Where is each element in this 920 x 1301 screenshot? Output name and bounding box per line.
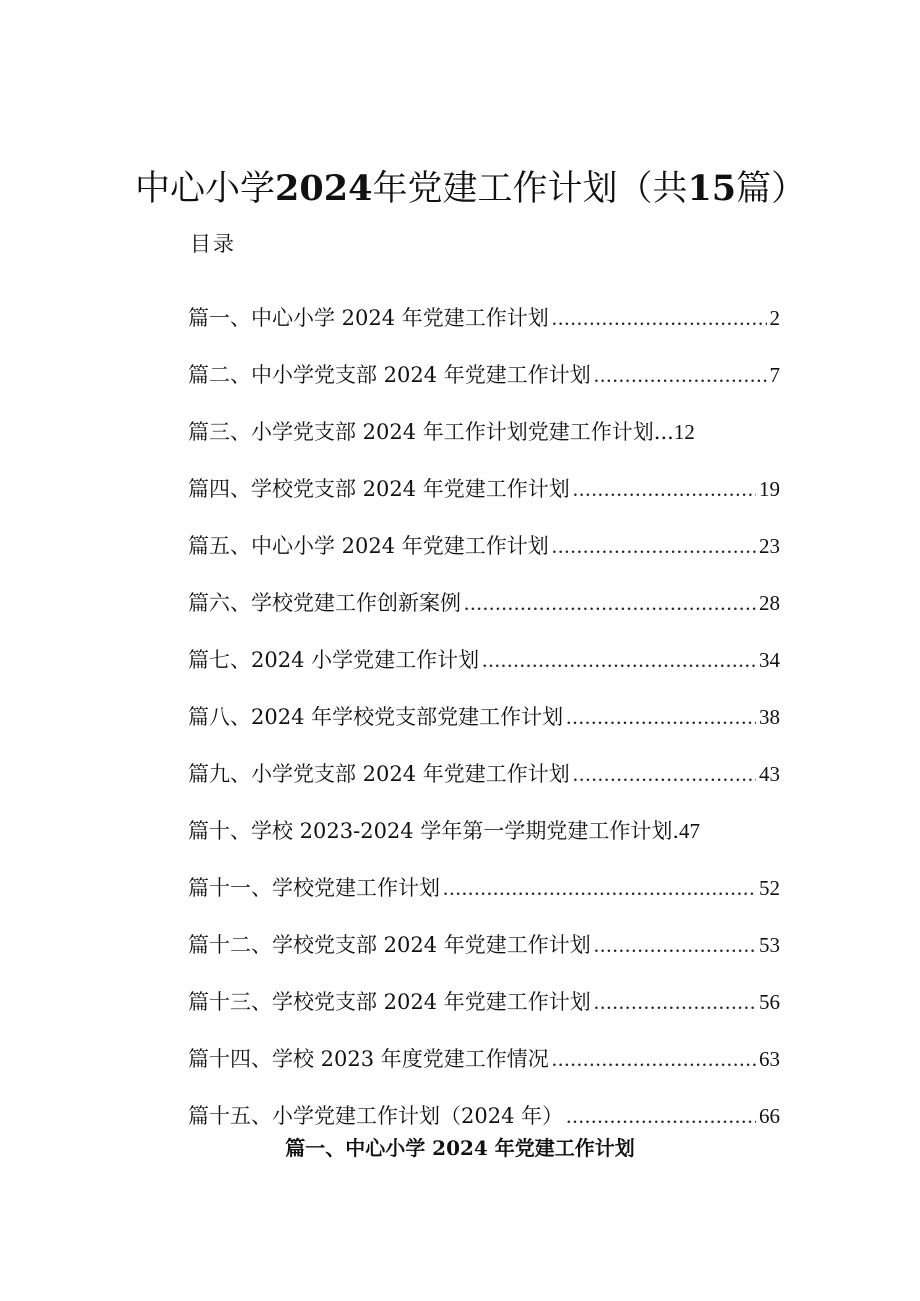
toc-leader-dots bbox=[594, 356, 767, 394]
document-title bbox=[135, 163, 835, 215]
toc-entry-12[interactable] bbox=[188, 907, 780, 964]
toc-entry-label: 篇十五、小学党建工作计划（2024 年） bbox=[188, 1104, 564, 1128]
toc-entry-2[interactable] bbox=[188, 337, 780, 394]
toc-entry-page: 12 bbox=[673, 420, 695, 444]
title-part-3: 篇） bbox=[736, 169, 807, 210]
toc-entry-page: 53 bbox=[759, 933, 780, 957]
toc-entry-label: 篇十三、学校党支部 2024 年党建工作计划 bbox=[188, 990, 591, 1014]
toc-entry-label: 篇十、学校 2023-2024 学年第一学期党建工作计划. bbox=[188, 819, 680, 843]
toc-entry-label: 篇三、小学党支部 2024 年工作计划党建工作计划... bbox=[188, 420, 674, 444]
toc-entry-label: 篇七、2024 小学党建工作计划 bbox=[188, 648, 480, 672]
toc-entry-page: 34 bbox=[759, 648, 780, 672]
toc-entry-1[interactable] bbox=[188, 280, 780, 337]
toc-leader-dots bbox=[552, 299, 767, 337]
toc-leader-dots bbox=[566, 698, 756, 736]
toc-entry-page: 52 bbox=[759, 876, 780, 900]
toc-entry-label: 篇十一、学校党建工作计划 bbox=[188, 876, 440, 900]
toc-leader-dots bbox=[573, 470, 756, 508]
toc-entry-label: 篇九、小学党支部 2024 年党建工作计划 bbox=[188, 762, 570, 786]
toc-entry-page: 47 bbox=[679, 819, 701, 843]
toc-entry-label: 篇十四、学校 2023 年度党建工作情况 bbox=[188, 1047, 549, 1071]
toc-leader-dots bbox=[464, 584, 756, 622]
toc-entry-page: 23 bbox=[759, 534, 780, 558]
toc-entry-label: 篇十二、学校党支部 2024 年党建工作计划 bbox=[188, 933, 591, 957]
toc-entry-page: 19 bbox=[759, 477, 780, 501]
toc-leader-dots bbox=[566, 1097, 756, 1135]
toc-entry-13[interactable] bbox=[188, 964, 780, 1021]
toc-entry-label: 篇四、学校党支部 2024 年党建工作计划 bbox=[188, 477, 570, 501]
toc-leader-dots bbox=[482, 641, 756, 679]
toc-entry-page: 43 bbox=[759, 762, 780, 786]
toc-leader-dots bbox=[573, 755, 756, 793]
toc-entry-10[interactable] bbox=[188, 793, 780, 850]
toc-entry-3[interactable] bbox=[188, 394, 780, 451]
toc-entry-6[interactable] bbox=[188, 565, 780, 622]
title-count: 15 bbox=[687, 168, 737, 210]
toc-entry-14[interactable] bbox=[188, 1021, 780, 1078]
toc-entry-label: 篇八、2024 年学校党支部党建工作计划 bbox=[188, 705, 564, 729]
toc-entry-7[interactable] bbox=[188, 622, 780, 679]
toc-entry-label: 篇五、中心小学 2024 年党建工作计划 bbox=[188, 534, 549, 558]
toc-leader-dots bbox=[594, 983, 756, 1021]
toc-entry-label: 篇一、中心小学 2024 年党建工作计划 bbox=[188, 306, 549, 330]
title-part-2: 年党建工作计划（共 bbox=[372, 169, 688, 210]
toc-entry-page: 28 bbox=[759, 591, 780, 615]
table-of-contents bbox=[188, 280, 780, 1135]
toc-entry-15[interactable] bbox=[188, 1078, 780, 1135]
toc-entry-9[interactable] bbox=[188, 736, 780, 793]
toc-leader-dots bbox=[552, 527, 756, 565]
toc-entry-label: 篇二、中小学党支部 2024 年党建工作计划 bbox=[188, 363, 591, 387]
toc-entry-page: 56 bbox=[759, 990, 780, 1014]
toc-entry-11[interactable] bbox=[188, 850, 780, 907]
toc-entry-page: 63 bbox=[759, 1047, 780, 1071]
toc-entry-4[interactable] bbox=[188, 451, 780, 508]
toc-heading: 目录 bbox=[190, 232, 236, 256]
section-title: 篇一、中心小学 2024 年党建工作计划 bbox=[285, 1136, 635, 1160]
toc-entry-page: 7 bbox=[769, 363, 780, 387]
title-part-1: 中心小学 bbox=[135, 169, 276, 210]
toc-leader-dots bbox=[594, 926, 756, 964]
toc-leader-dots bbox=[443, 869, 756, 907]
toc-entry-page: 66 bbox=[759, 1104, 780, 1128]
toc-entry-page: 38 bbox=[759, 705, 780, 729]
toc-entry-5[interactable] bbox=[188, 508, 780, 565]
toc-entry-8[interactable] bbox=[188, 679, 780, 736]
toc-entry-page: 2 bbox=[769, 306, 780, 330]
toc-leader-dots bbox=[552, 1040, 756, 1078]
title-year: 2024 bbox=[275, 168, 373, 210]
toc-entry-label: 篇六、学校党建工作创新案例 bbox=[188, 591, 461, 615]
